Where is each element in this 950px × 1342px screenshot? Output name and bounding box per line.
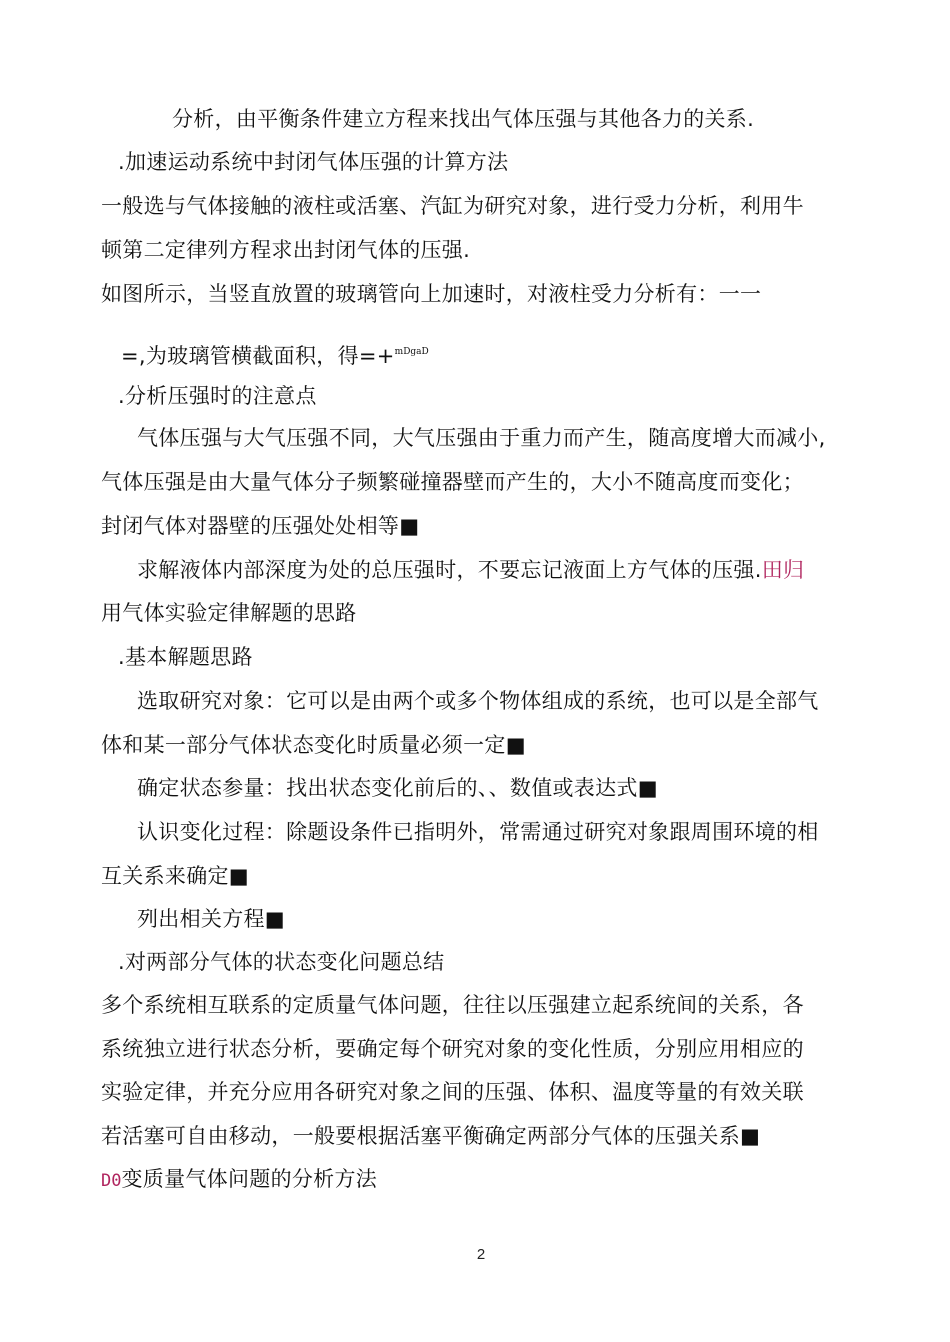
formula-line — [121, 338, 429, 370]
text-line-16: 确定状态参量：找出状态变化前后的、、数值或表达式■ — [137, 776, 658, 800]
text-line-9: 气体压强是由大量气体分子频繁碰撞器壁而产生的，大小不随高度而变化； — [101, 470, 804, 494]
formula-text: =,为玻璃管横截面积，得=+ — [121, 344, 395, 368]
section-heading-notes: .分析压强时的注意点 — [118, 384, 317, 408]
text-line-4: 顿第二定律列方程求出封闭气体的压强. — [101, 238, 471, 262]
text-line-24: 若活塞可自由移动，一般要根据活塞平衡确定两部分气体的压强关系■ — [101, 1124, 761, 1148]
text-line-10: 封闭气体对器壁的压强处处相等■ — [101, 514, 420, 538]
section-heading-variable-mass-text: 变质量气体问题的分析方法 — [121, 1167, 378, 1191]
text-line-21: 多个系统相互联系的定质量气体问题，往往以压强建立起系统间的关系，各 — [101, 993, 804, 1017]
section-heading-basic-approach: .基本解题思路 — [118, 645, 253, 669]
text-line-15: 体和某一部分气体状态变化时质量必须一定■ — [101, 733, 526, 757]
text-line-19: 列出相关方程■ — [137, 907, 285, 931]
page-number: 2 — [476, 1246, 486, 1263]
section-heading-two-part-gas: .对两部分气体的状态变化问题总结 — [118, 950, 445, 974]
text-line-8: 气体压强与大气压强不同，大气压强由于重力而产生，随高度增大而减小, — [137, 426, 826, 450]
d0-marker: D0 — [101, 1171, 122, 1191]
section-heading-gas-laws: 用气体实验定律解题的思路 — [101, 601, 357, 625]
text-line-17: 认识变化过程：除题设条件已指明外，常需通过研究对象跟周围环境的相 — [137, 820, 819, 844]
text-line-1: 分析，由平衡条件建立方程来找出气体压强与其他各力的关系. — [172, 107, 755, 131]
text-line-11-main: 求解液体内部深度为处的总压强时，不要忘记液面上方气体的压强. — [137, 558, 762, 582]
formula-superscript: mDgaD — [394, 347, 429, 357]
text-line-22: 系统独立进行状态分析，要确定每个研究对象的变化性质，分别应用相应的 — [101, 1037, 804, 1061]
magenta-fragment: 田归 — [761, 558, 805, 582]
text-line-23: 实验定律，并充分应用各研究对象之间的压强、体积、温度等量的有效关联 — [101, 1080, 804, 1104]
text-line-11 — [137, 556, 804, 584]
section-heading-accelerating-system: .加速运动系统中封闭气体压强的计算方法 — [118, 150, 509, 174]
section-heading-variable-mass — [101, 1165, 377, 1195]
text-line-18: 互关系来确定■ — [101, 864, 249, 888]
text-line-14: 选取研究对象：它可以是由两个或多个物体组成的系统，也可以是全部气 — [137, 689, 819, 713]
text-line-5: 如图所示，当竖直放置的玻璃管向上加速时，对液柱受力分析有：一一 — [101, 282, 762, 306]
text-line-3: 一般选与气体接触的液柱或活塞、汽缸为研究对象，进行受力分析，利用牛 — [101, 194, 804, 218]
